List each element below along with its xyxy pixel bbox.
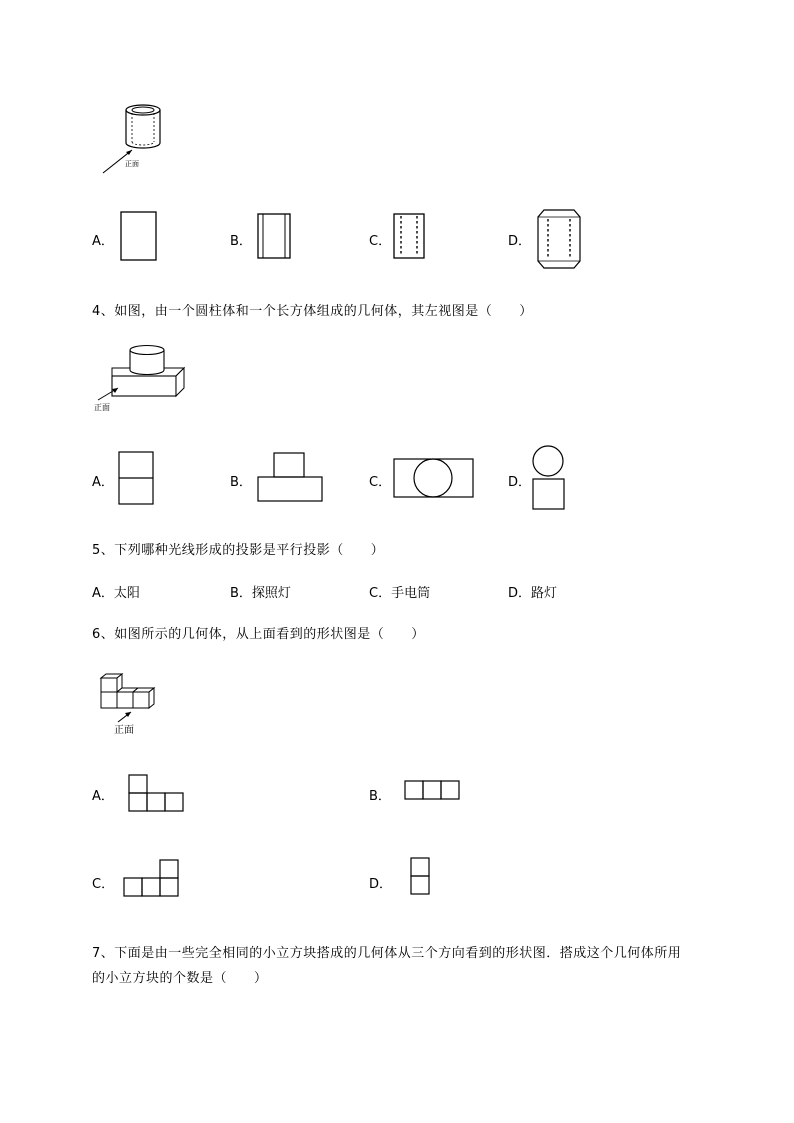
q6-option-a-shape [128,774,186,814]
q3-option-d[interactable]: D． [508,234,532,249]
q3-cylinder-figure [95,95,175,180]
q7-question-line2: 的小立方块的个数是（ ） [92,971,268,986]
q4-option-c[interactable]: C． [369,475,392,490]
q3-option-b-shape [257,213,293,261]
q7-question-line1: 7、下面是由一些完全相同的小立方块搭成的几何体从三个方向看到的形状图．搭成这个几何体所用 [92,946,682,961]
q6-option-c[interactable]: C． [92,877,115,892]
q4-question-text: 4、如图，由一个圆柱体和一个长方体组成的几何体，其左视图是（ ） [92,304,533,319]
q6-option-d-shape [410,857,432,897]
q6-question-text: 6、如图所示的几何体，从上面看到的形状图是（ ） [92,627,425,642]
q3-option-d-shape [536,207,586,271]
q6-figure-label: 正面 [114,725,134,736]
q5-option-d[interactable]: D．路灯 [508,586,558,601]
q4-option-b[interactable]: B． [230,475,252,490]
q6-option-b-shape [404,780,462,802]
q5-option-b[interactable]: B．探照灯 [230,586,291,601]
q6-option-b[interactable]: B． [369,789,391,804]
q5-option-c[interactable]: C．手电筒 [369,586,431,601]
q4-figure [92,342,192,417]
q6-option-d[interactable]: D． [369,877,393,892]
q3-figure-label: 正面 [125,160,139,168]
q3-option-c-shape [393,213,427,261]
q3-option-c[interactable]: C． [369,234,392,249]
q4-option-a-shape [118,451,156,507]
q6-option-c-shape [123,859,181,899]
q4-option-d[interactable]: D． [508,475,532,490]
q6-cube-figure [98,670,168,740]
q5-option-a[interactable]: A．太阳 [92,586,140,601]
q4-option-c-shape [393,458,477,500]
q4-option-a[interactable]: A． [92,475,114,490]
q3-option-a-shape [120,211,158,263]
q4-option-b-shape [257,452,327,504]
q5-question-text: 5、下列哪种光线形成的投影是平行投影（ ） [92,543,385,558]
q3-option-a[interactable]: A． [92,234,114,249]
q6-option-a[interactable]: A． [92,789,114,804]
q4-figure-label: 正面 [94,403,110,412]
q3-option-b[interactable]: B． [230,234,252,249]
q4-option-d-shape [530,445,568,513]
